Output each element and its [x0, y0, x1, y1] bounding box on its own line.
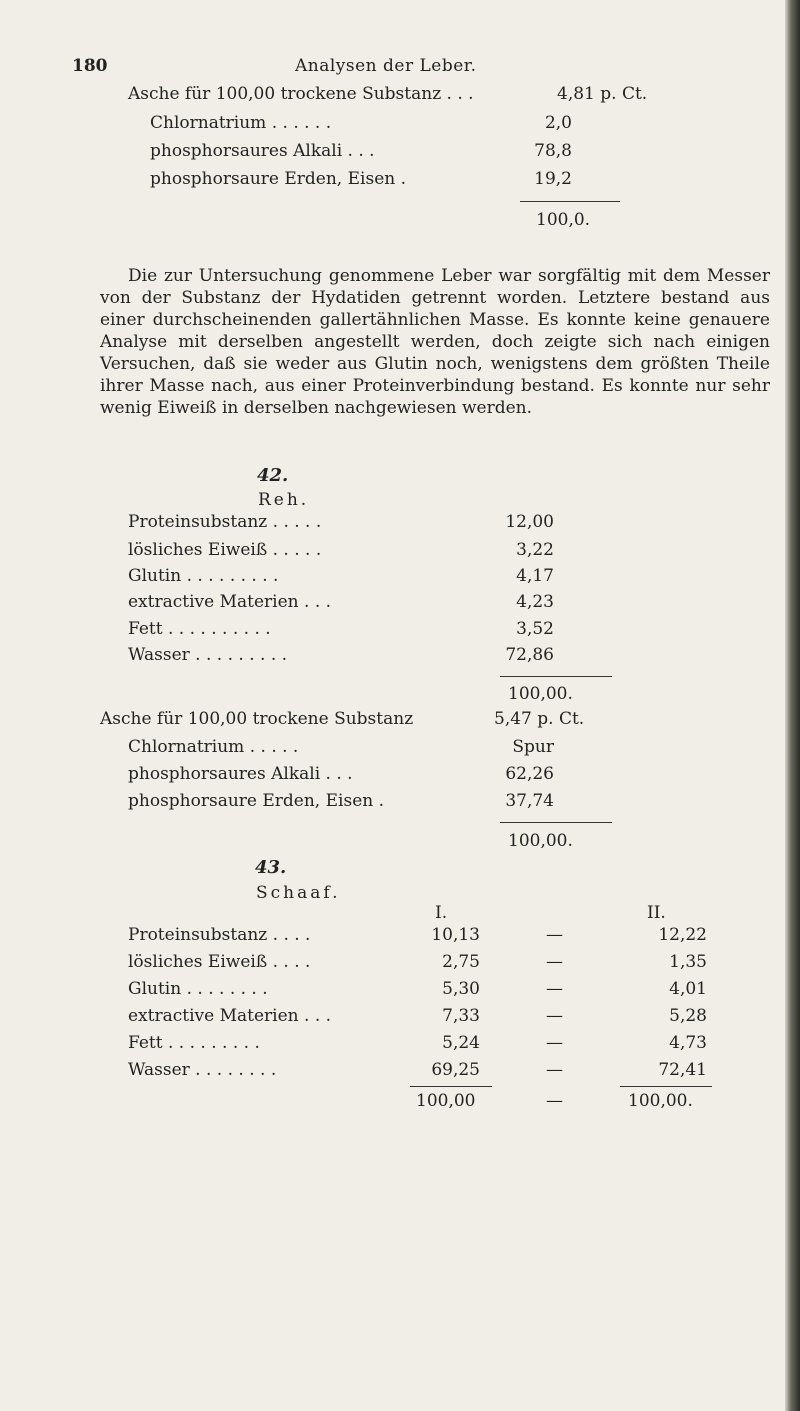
dash-separator: —	[546, 1033, 563, 1053]
ash-row-label: phosphorsaures Alkali . . .	[128, 764, 353, 784]
ash-row-label: phosphorsaure Erden, Eisen .	[150, 169, 407, 189]
ash-title-value: 5,47 p. Ct.	[494, 709, 585, 729]
table-row-value-I: 10,13	[431, 925, 480, 945]
table-row-label: Glutin . . . . . . . .	[128, 979, 268, 999]
book-edge	[785, 0, 800, 1411]
dash-separator: —	[546, 952, 563, 972]
dash-separator: —	[546, 1091, 563, 1111]
table-row-value-II: 72,41	[658, 1060, 707, 1080]
ash-row-value: 62,26	[505, 764, 554, 784]
table-row-value: 4,23	[516, 592, 554, 612]
table-row-label: extractive Materien . . .	[128, 592, 332, 612]
table-row-label: Proteinsubstanz . . . .	[128, 925, 311, 945]
table-row-value: 3,52	[516, 619, 554, 639]
table-row-label: Wasser . . . . . . . .	[128, 1060, 277, 1080]
table-total-II: 100,00.	[628, 1091, 693, 1111]
table-row-label: Proteinsubstanz . . . . .	[128, 512, 322, 532]
table-row-value: 72,86	[505, 645, 554, 665]
ash-title-value: 4,81 p. Ct.	[557, 84, 648, 104]
page-number: 180	[72, 56, 108, 76]
table-row-value-II: 12,22	[658, 925, 707, 945]
table-total-I: 100,00	[416, 1091, 476, 1111]
ash-title: Asche für 100,00 trockene Substanz	[100, 709, 414, 729]
table-row-value-I: 5,24	[442, 1033, 480, 1053]
table-row-value-I: 69,25	[431, 1060, 480, 1080]
sum-rule	[410, 1086, 492, 1087]
sum-rule	[500, 822, 612, 823]
table-row-value-II: 5,28	[669, 1006, 707, 1026]
table-row-value-II: 4,73	[669, 1033, 707, 1053]
table-row-label: Wasser . . . . . . . . .	[128, 645, 288, 665]
running-title: Analysen der Leber.	[295, 56, 477, 76]
ash-row-label: Chlornatrium . . . . .	[128, 737, 299, 757]
ash-total: 100,0.	[536, 210, 591, 230]
ash-row-value: 37,74	[505, 791, 554, 811]
table-row-value-I: 7,33	[442, 1006, 480, 1026]
dash-separator: —	[546, 925, 563, 945]
ash-row-value: 19,2	[534, 169, 572, 189]
section-number: 42.	[257, 465, 289, 486]
ash-total: 100,00.	[508, 831, 573, 851]
table-row-label: Fett . . . . . . . . . .	[128, 619, 271, 639]
sum-rule	[500, 676, 612, 677]
table-row-value-II: 4,01	[669, 979, 707, 999]
ash-row-label: phosphorsaure Erden, Eisen .	[128, 791, 385, 811]
ash-title: Asche für 100,00 trockene Substanz . . .	[128, 84, 474, 104]
dash-separator: —	[546, 979, 563, 999]
ash-row-label: Chlornatrium . . . . . .	[150, 113, 332, 133]
table-row-label: extractive Materien . . .	[128, 1006, 332, 1026]
ash-row-value: 78,8	[534, 141, 572, 161]
section-name: Reh.	[258, 490, 310, 510]
dash-separator: —	[546, 1006, 563, 1026]
paragraph-text: Die zur Untersuchung genommene Leber war sorgfältig mit dem Messer von der Substanz der Hydatiden getrennt worden. Letztere bestand aus einer durchscheinenden gallertähnlichen Masse. Es konnte keine genauere Analyse mit derselben angestellt werden, doch zeigte sich nach einigen Versuchen, daß sie weder aus Glutin noch, wenigstens dem größten Theile ihrer Masse nach, aus einer Proteinverbindung bestand. Es konnte nur sehr wenig Eiweiß in derselben nachgewiesen werden.	[100, 266, 770, 418]
table-total: 100,00.	[508, 684, 573, 704]
section-number: 43.	[255, 857, 287, 878]
column-header-I: I.	[435, 903, 448, 923]
ash-row-value: Spur	[512, 737, 554, 757]
body-paragraph	[100, 265, 770, 419]
table-row-label: lösliches Eiweiß . . . . .	[128, 540, 322, 560]
table-row-label: lösliches Eiweiß . . . .	[128, 952, 311, 972]
sum-rule	[620, 1086, 712, 1087]
table-row-label: Glutin . . . . . . . . .	[128, 566, 279, 586]
section-name: Schaaf.	[256, 883, 341, 903]
ash-row-label: phosphorsaures Alkali . . .	[150, 141, 375, 161]
ash-row-value: 2,0	[544, 113, 572, 133]
table-row-value: 12,00	[505, 512, 554, 532]
column-header-II: II.	[647, 903, 666, 923]
table-row-value-I: 5,30	[442, 979, 480, 999]
table-row-value-II: 1,35	[669, 952, 707, 972]
table-row-value: 4,17	[516, 566, 554, 586]
sum-rule	[520, 201, 620, 202]
dash-separator: —	[546, 1060, 563, 1080]
table-row-value-I: 2,75	[442, 952, 480, 972]
table-row-label: Fett . . . . . . . . .	[128, 1033, 260, 1053]
table-row-value: 3,22	[516, 540, 554, 560]
